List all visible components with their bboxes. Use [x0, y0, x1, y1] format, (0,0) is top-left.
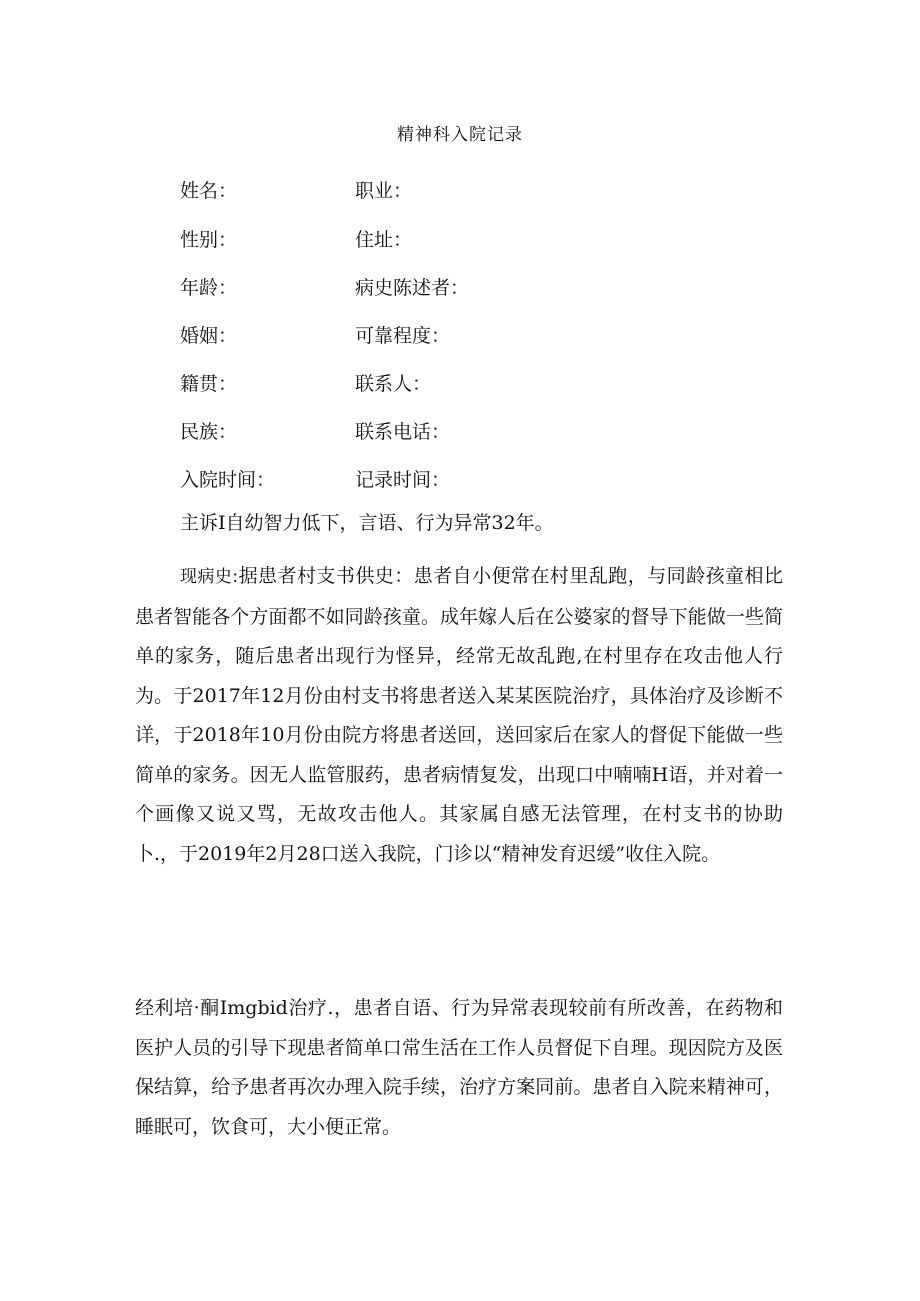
field-row-name	[0, 176, 920, 206]
field-admission-time-label: 入院时间：	[180, 469, 276, 491]
field-row-age	[0, 273, 920, 303]
field-row-origin	[0, 369, 920, 399]
field-row-ethnicity	[0, 417, 920, 447]
field-gender-label: 性别：	[180, 229, 238, 251]
treatment-paragraph: 经利培·酮Imgbid治疗.，患者自语、行为异常表现较前有所改善，在药物和医护人员的引导下现患者简单口常生活在工作人员督促下自理。现因院方及医保结算，给予患者再次办理入院手续，治疗方案同前。患者自入院来精神可，睡眠可，饮食可，大小便正常。	[135, 997, 783, 1138]
field-record-time-label: 记录时间：	[355, 469, 451, 491]
field-history-narrator-label: 病史陈述者：	[355, 277, 470, 299]
field-marriage-label: 婚姻：	[180, 325, 238, 347]
field-origin-label: 籍贯：	[180, 373, 238, 395]
document-title: 精神科入院记录	[397, 125, 523, 145]
field-row-marriage	[0, 321, 920, 351]
field-row-admission-time	[0, 465, 920, 495]
present-illness-text: 据患者村支书供史：患者自小便常在村里乱跑，与同龄孩童相比患者智能各个方面都不如同龄孩童。成年嫁人后在公婆家的督导下能做一些简单的家务，随后患者出现行为怪异，经常无故乱跑,在村里存在攻击他人行为。于2017年12月份由村支书将患者送入某某医院治疗，具体治疗及诊断不详，于2018年10月份由院方将患者送回，送回家后在家人的督促下能做一些简单的家务。因无人监管服药，患者病情复发，出现口中喃喃H语，并对着一个画像又说又骂，无故攻击他人。其家属自感无法管理，在村支书的协助卜.，于2019年2月28口送入我院，门诊以“精神发育迟缓”收住入院。	[135, 565, 783, 865]
present-illness-label: 现病史:	[180, 567, 239, 587]
field-row-gender	[0, 225, 920, 255]
present-illness-paragraph	[135, 557, 783, 874]
field-age-label: 年龄：	[180, 277, 238, 299]
chief-complaint: 主诉I自幼智力低下，言语、行为异常32年。	[180, 512, 554, 534]
field-name-label: 姓名：	[180, 180, 238, 202]
field-contact-person-label: 联系人：	[355, 373, 432, 395]
field-reliability-label: 可靠程度：	[355, 325, 451, 347]
field-address-label: 住址：	[355, 229, 413, 251]
field-ethnicity-label: 民族：	[180, 421, 238, 443]
field-occupation-label: 职业：	[355, 180, 413, 202]
field-contact-phone-label: 联系电话：	[355, 421, 451, 443]
